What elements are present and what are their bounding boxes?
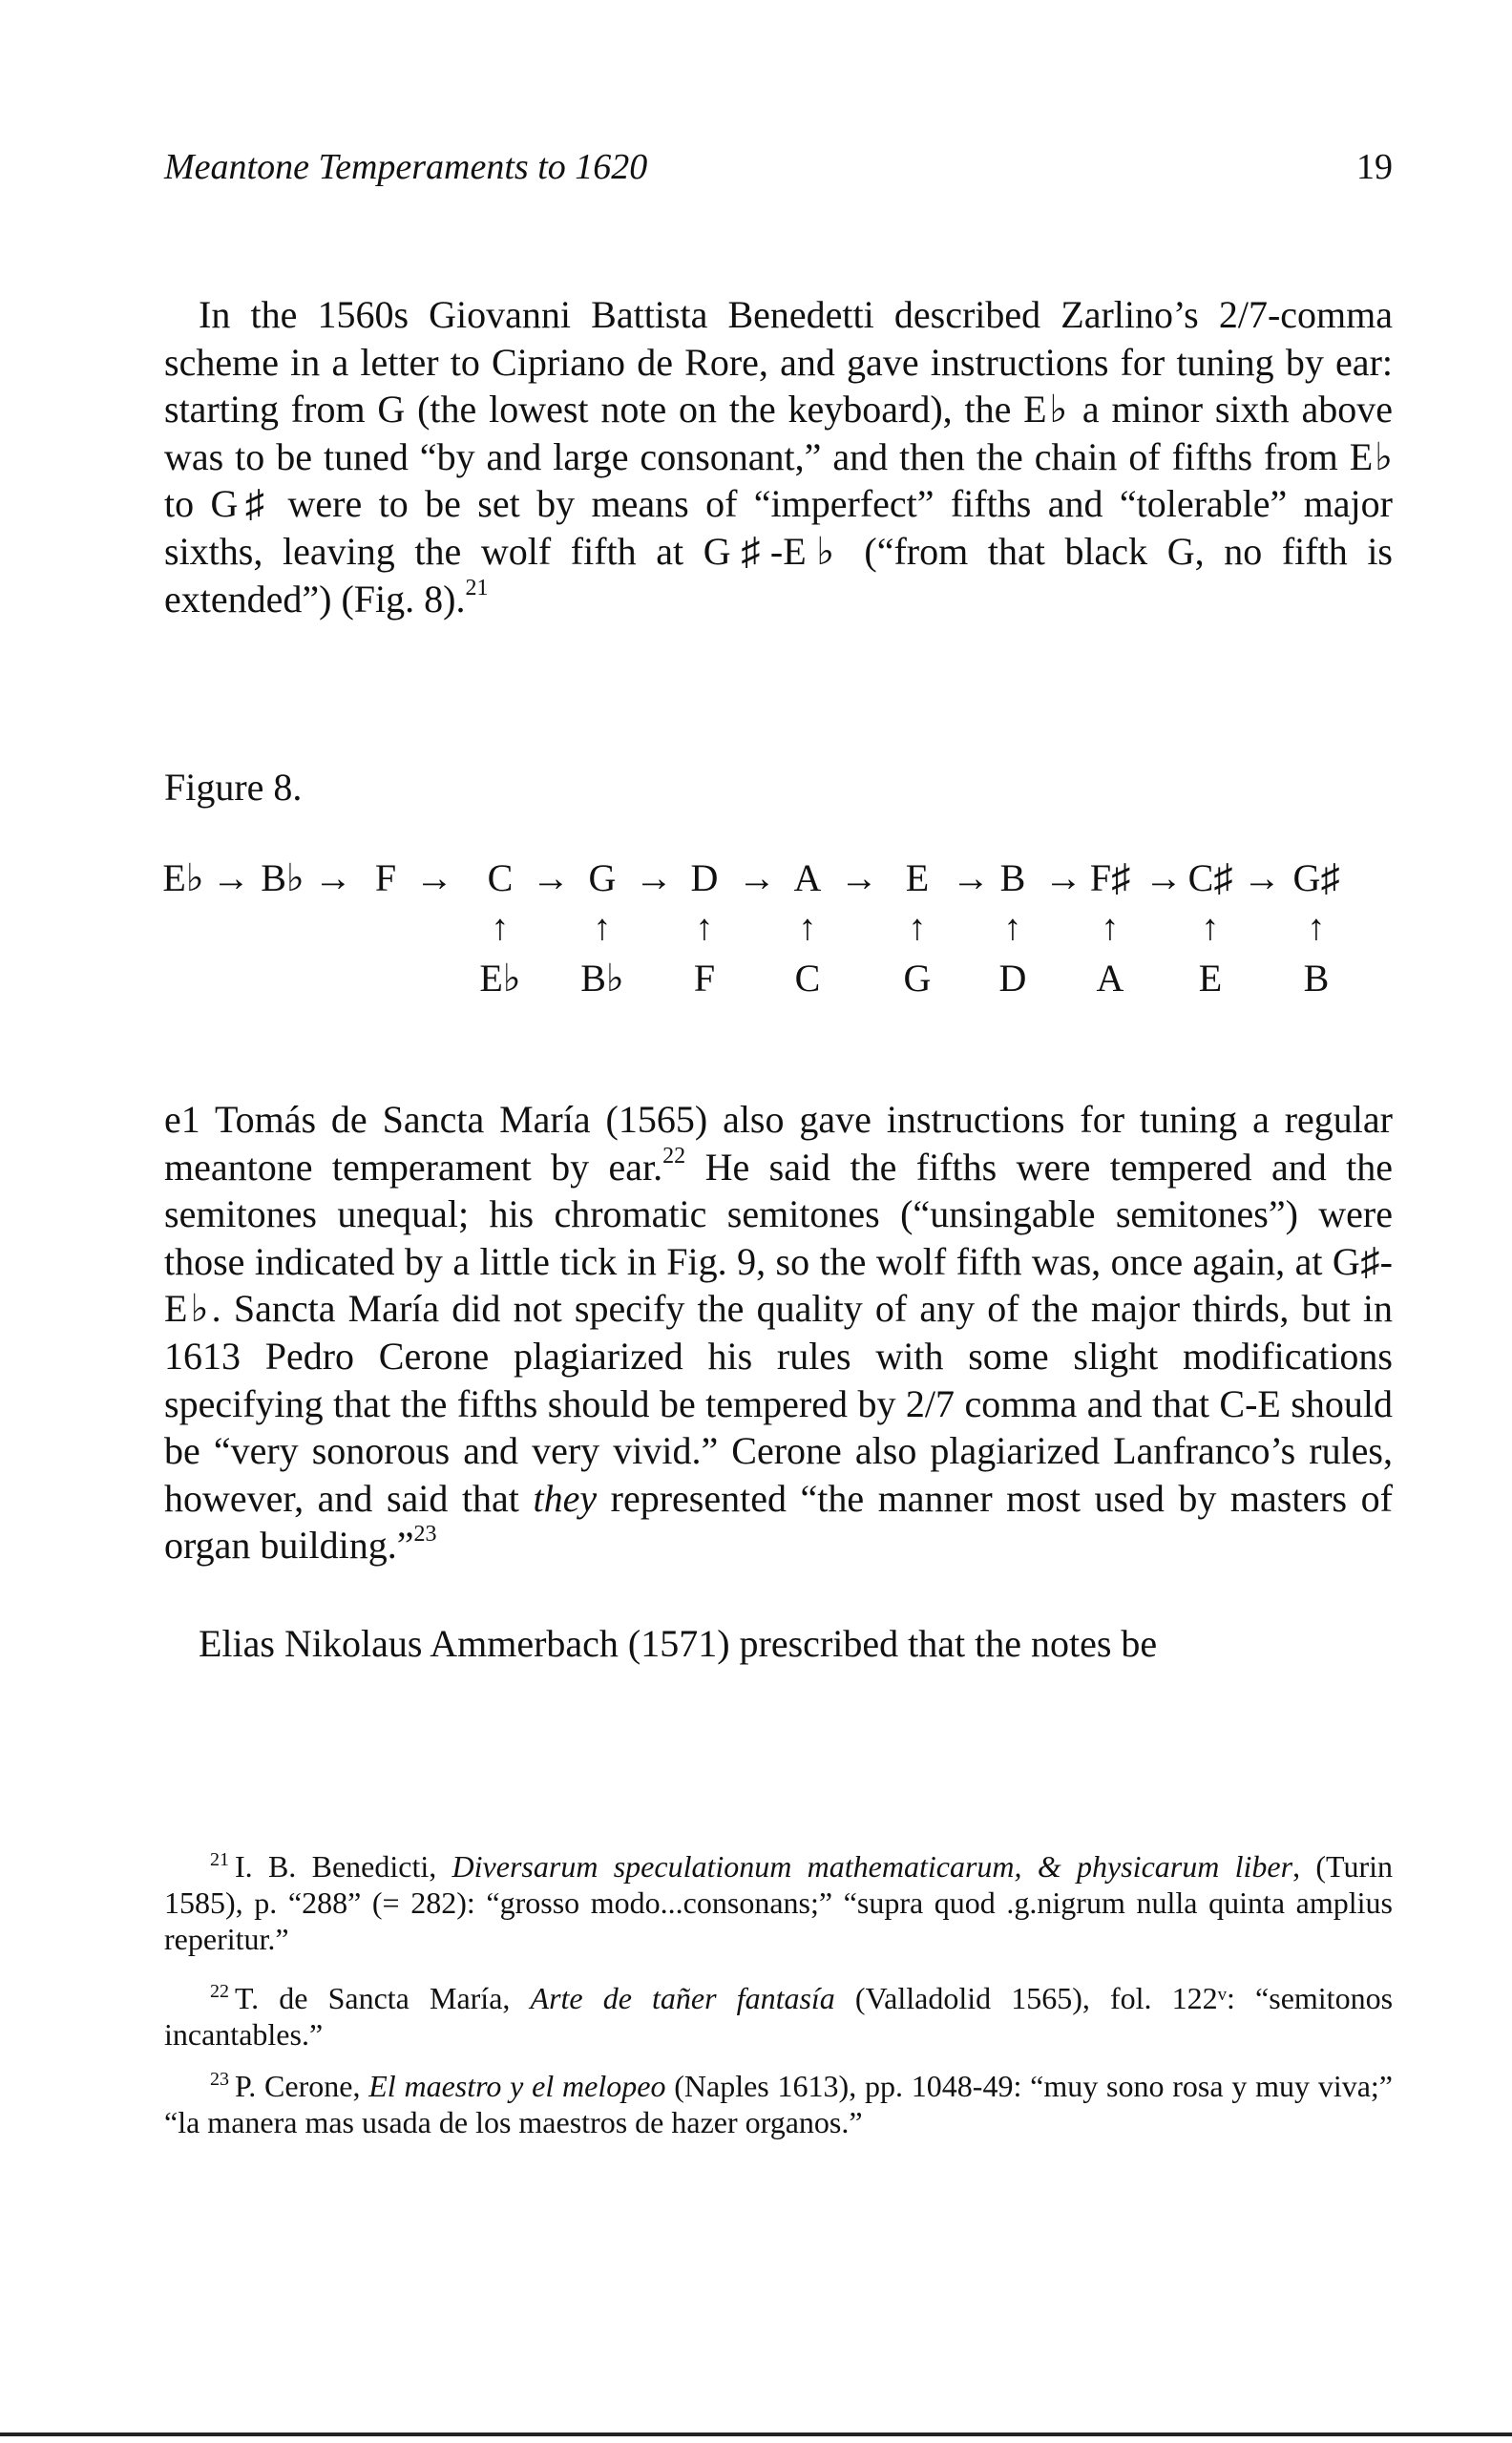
reference-note-label: A bbox=[1096, 957, 1124, 1000]
reference-note-label: G bbox=[903, 957, 932, 1000]
footnote-22 bbox=[164, 1980, 1393, 2053]
reference-note-label: B bbox=[1303, 957, 1330, 1000]
note-label: F♯ bbox=[1089, 856, 1131, 899]
footnote-mark: 23 bbox=[210, 2069, 229, 2090]
reference-note-label: E bbox=[1198, 957, 1223, 1000]
note-label: A bbox=[793, 856, 822, 899]
footnote-text: , (Turin 1585), p. “288” (= 282): “grosso modo...consonans;” “supra quod .g.nigrum nulla quinta amplius reperitur.” bbox=[164, 1849, 1394, 1956]
footnote-title: Diversarum speculationum mathematicarum, & physicarum liber bbox=[452, 1849, 1293, 1884]
footnote-text: T. de Sancta María, bbox=[235, 1981, 531, 2015]
up-arrow-icon: ↑ bbox=[1003, 908, 1022, 948]
arrow-row bbox=[164, 904, 1367, 952]
right-arrow-icon: → bbox=[738, 856, 776, 899]
note-label: E♭ bbox=[162, 856, 204, 899]
footnote-title: Arte de tañer fantasía bbox=[530, 1981, 835, 2015]
up-arrow-icon: ↑ bbox=[491, 908, 510, 948]
bottom-rule bbox=[0, 2432, 1512, 2436]
footnote-ref: 22 bbox=[662, 1143, 686, 1169]
right-arrow-icon: → bbox=[1144, 856, 1183, 899]
footnote-text: (Naples 1613), pp. 1048-49: “muy sono rosa y muy viva;” “la manera mas usada de los maestros de hazer organos.” bbox=[164, 2069, 1393, 2139]
paragraph-benedetti bbox=[164, 291, 1393, 622]
note-label: G bbox=[588, 856, 617, 899]
emphasis: they bbox=[533, 1476, 598, 1520]
tuning-reference-row bbox=[164, 955, 1367, 1002]
reference-note-label: E♭ bbox=[479, 957, 521, 1000]
right-arrow-icon: → bbox=[532, 856, 570, 899]
right-arrow-icon: → bbox=[1044, 856, 1082, 899]
right-arrow-icon: → bbox=[952, 856, 990, 899]
note-label: F bbox=[374, 856, 397, 899]
note-label: G♯ bbox=[1292, 856, 1340, 899]
note-label: D bbox=[690, 856, 719, 899]
footnote-mark: 22 bbox=[210, 1981, 229, 2002]
up-arrow-icon: ↑ bbox=[1101, 908, 1120, 948]
figure-label: Figure 8. bbox=[164, 766, 303, 809]
reference-note-label: D bbox=[998, 957, 1027, 1000]
up-arrow-icon: ↑ bbox=[1201, 908, 1220, 948]
reference-note-label: F bbox=[693, 957, 716, 1000]
footnote-text: P. Cerone, bbox=[235, 2069, 369, 2103]
paragraph-ammerbach: Elias Nikolaus Ammerbach (1571) prescribed that the notes be bbox=[199, 1622, 1158, 1665]
right-arrow-icon: → bbox=[635, 856, 673, 899]
right-arrow-icon: → bbox=[212, 856, 250, 899]
footnote-text: I. B. Benedicti, bbox=[235, 1849, 452, 1884]
up-arrow-icon: ↑ bbox=[695, 908, 714, 948]
up-arrow-icon: ↑ bbox=[908, 908, 927, 948]
page-number: 19 bbox=[1356, 147, 1393, 187]
footnote-ref: 21 bbox=[465, 575, 489, 600]
note-label: C♯ bbox=[1187, 856, 1233, 899]
right-arrow-icon: → bbox=[314, 856, 352, 899]
reference-note-label: C bbox=[794, 957, 821, 1000]
right-arrow-icon: → bbox=[415, 856, 453, 899]
note-label: E bbox=[905, 856, 930, 899]
up-arrow-icon: ↑ bbox=[798, 908, 817, 948]
footnote-title: El maestro y el melopeo bbox=[368, 2069, 666, 2103]
running-title: Meantone Temperaments to 1620 bbox=[164, 147, 648, 187]
paragraph-text: represented “the manner most used by masters of organ building.” bbox=[164, 1476, 1393, 1568]
up-arrow-icon: ↑ bbox=[593, 908, 612, 948]
footnote-mark: 21 bbox=[210, 1849, 229, 1870]
note-label: C bbox=[487, 856, 514, 899]
note-label: B bbox=[999, 856, 1026, 899]
paragraph-sancta-maria bbox=[164, 1096, 1393, 1569]
running-head bbox=[164, 143, 1393, 200]
right-arrow-icon: → bbox=[840, 856, 878, 899]
footnote-21 bbox=[164, 1848, 1393, 1957]
note-label: B♭ bbox=[261, 856, 304, 899]
paragraph-text: He said the fifths were tempered and the semitones unequal; his chromatic semitones (“unsingable semitones”) were those indicated by a little tick in Fig. 9, so the wolf fifth was, once again, at G♯-E♭. Sancta María did not specify the quality of any of the major thirds, but in 1613 Pedro Cerone plagiarized his rules with some slight modifications specifying that the fifths should be tempered by 2/7 comma and that C-E should be “very sonorous and very vivid.” Cerone also plagiarized Lanfranco’s rules, however, and said that bbox=[164, 1145, 1393, 1520]
right-arrow-icon: → bbox=[1243, 856, 1281, 899]
paragraph-text: In the 1560s Giovanni Battista Benedetti described Zarlino’s 2/7-comma scheme in a letter to Cipriano de Rore, and gave instructions for tuning by ear: starting from G (the lowest note on the keyboard), the E♭ a minor sixth above was to be tuned “by and large consonant,” and then the chain of fifths from E♭ to G♯ were to be set by means of “imperfect” fifths and “tolerable” major sixths, leaving the wolf fifth at G♯-E♭ (“from that black G, no fifth is extended”) (Fig. 8). bbox=[164, 293, 1393, 621]
up-arrow-icon: ↑ bbox=[1307, 908, 1326, 948]
reference-note-label: B♭ bbox=[580, 957, 624, 1000]
fifths-chain-row bbox=[164, 854, 1367, 902]
paragraph-text: e1 Tomás de Sancta María (1565) also gave instructions for tuning a regular meantone temperament by ear. bbox=[164, 1098, 1393, 1189]
figure-8-diagram bbox=[164, 854, 1367, 1017]
footnote-text: (Valladolid 1565), fol. 122ᵛ: “semitonos incantables.” bbox=[164, 1981, 1394, 2052]
footnote-ref: 23 bbox=[413, 1522, 437, 1548]
footnote-23 bbox=[164, 2068, 1393, 2140]
